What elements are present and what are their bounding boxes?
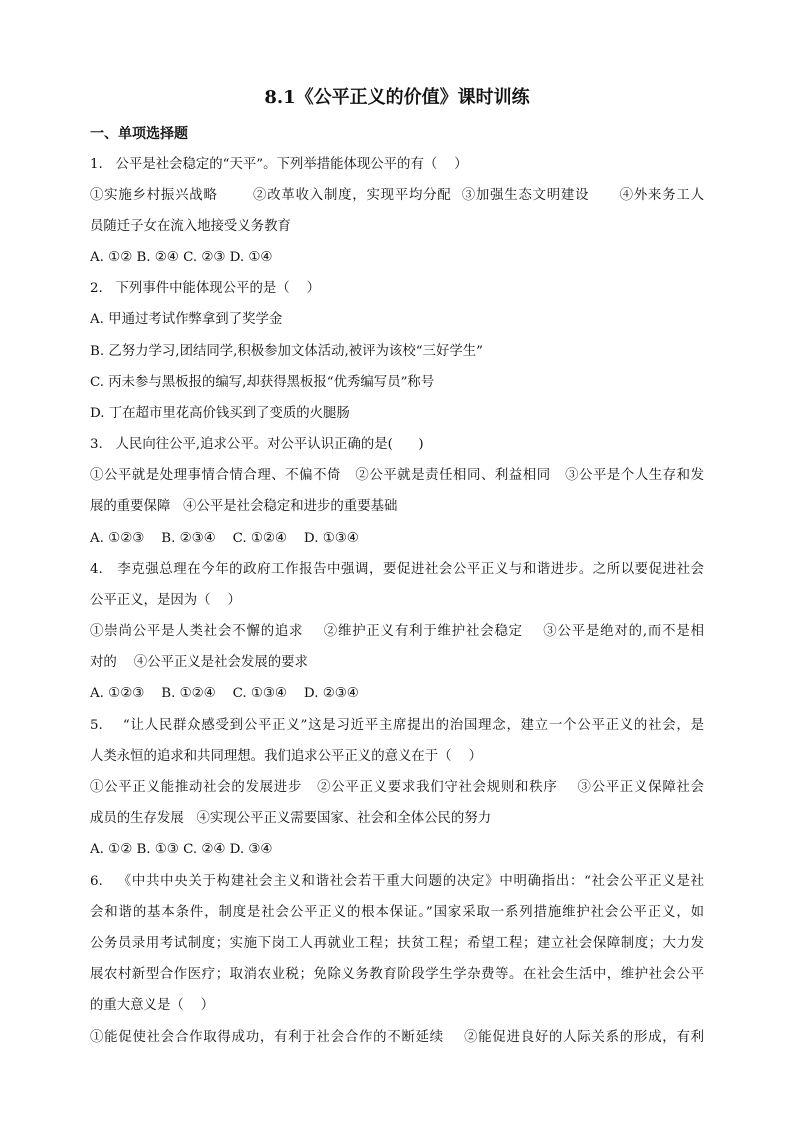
- question-3-stem: 3. 人民向往公平,追求公平。对公平认识正确的是( ): [90, 437, 424, 452]
- document-title: 8.1《公平正义的价值》课时训练: [264, 87, 530, 108]
- question-3-options-line-2: 展的重要保障 ④公平是社会稳定和进步的重要基础: [90, 499, 398, 514]
- question-5-options-line-1: ①公平正义能推动社会的发展进步 ②公平正义要求我们守社会规则和秩序 ③公平正义保障社会: [90, 780, 704, 795]
- question-4-options-line-1: ①崇尚公平是人类社会不懈的追求 ②维护正义有利于维护社会稳定 ③公平是绝对的,而不是相: [90, 624, 704, 639]
- section-heading: 一、单项选择题: [90, 126, 188, 142]
- question-2-choice-c: C. 丙未参与黑板报的编写,却获得黑板报“优秀编写员”称号: [90, 375, 435, 390]
- question-6-stem-line-2: 会和谐的基本条件，制度是社会公平正义的根本保证。”国家采取一系列措施维护社会公平正义，如: [90, 905, 704, 920]
- question-5-choices: A. ①② B. ①③ C. ②④ D. ③④: [90, 842, 273, 857]
- question-1-options-line-2: 员随迁子女在流入地接受义务教育: [90, 219, 291, 234]
- question-3-options-line-1: ①公平就是处理事情合情合理、不偏不倚 ②公平就是责任相同、利益相同 ③公平是个人生存和发: [90, 468, 704, 483]
- question-6-stem-line-4: 展农村新型合作医疗；取消农业税；免除义务教育阶段学生学杂费等。在社会生活中，维护社会公平: [90, 967, 704, 982]
- question-2-choice-d: D. 丁在超市里花高价钱买到了变质的火腿肠: [90, 406, 350, 421]
- question-6-stem-line-3: 公务员录用考试制度；实施下岗工人再就业工程；扶贫工程；希望工程；建立社会保障制度；大力发: [90, 936, 704, 951]
- question-6-stem-line-5: 的重大意义是（ ）: [90, 998, 215, 1013]
- question-5-stem-line-2: 人类永恒的追求和共同理想。我们追求公平正义的意义在于（ ）: [90, 749, 482, 764]
- question-6-options-line-1: ①能促使社会合作取得成功，有利于社会合作的不断延续 ②能促进良好的人际关系的形成，有利: [90, 1030, 704, 1045]
- question-2-stem: 2. 下列事件中能体现公平的是（ ）: [90, 281, 321, 296]
- question-4-choices: A. ①②③ B. ①②④ C. ①③④ D. ②③④: [90, 686, 359, 701]
- question-5-stem-line-1: 5. “让人民群众感受到公平正义”这是习近平主席提出的治国理念，建立一个公平正义的社会，是: [90, 718, 704, 733]
- question-1-choices: A. ①② B. ②④ C. ②③ D. ①④: [90, 250, 273, 265]
- question-6-stem-line-1: 6. 《中共中央关于构建社会主义和谐社会若干重大问题的决定》中明确指出：“社会公平正义是社: [90, 874, 704, 889]
- question-1-options-line-1: ①实施乡村振兴战略 ②改革收入制度，实现平均分配 ③加强生态文明建设 ④外来务工人: [90, 188, 704, 203]
- question-4-stem-line-2: 公平正义，是因为（ ）: [90, 593, 241, 608]
- question-4-stem-line-1: 4. 李克强总理在今年的政府工作报告中强调，要促进社会公平正义与和谐进步。之所以要促进社会: [90, 562, 704, 577]
- question-2-choice-a: A. 甲通过考试作弊拿到了奖学金: [90, 312, 283, 327]
- question-2-choice-b: B. 乙努力学习,团结同学,积极参加文体活动,被评为该校“三好学生”: [90, 344, 483, 359]
- question-3-choices: A. ①②③ B. ②③④ C. ①②④ D. ①③④: [90, 531, 359, 546]
- question-1-stem: 1. 公平是社会稳定的“天平”。下列举措能体现公平的有（ ）: [90, 157, 468, 172]
- question-4-options-line-2: 对的 ④公平正义是社会发展的要求: [90, 655, 308, 670]
- question-5-options-line-2: 成员的生存发展 ④实现公平正义需要国家、社会和全体公民的努力: [90, 811, 492, 826]
